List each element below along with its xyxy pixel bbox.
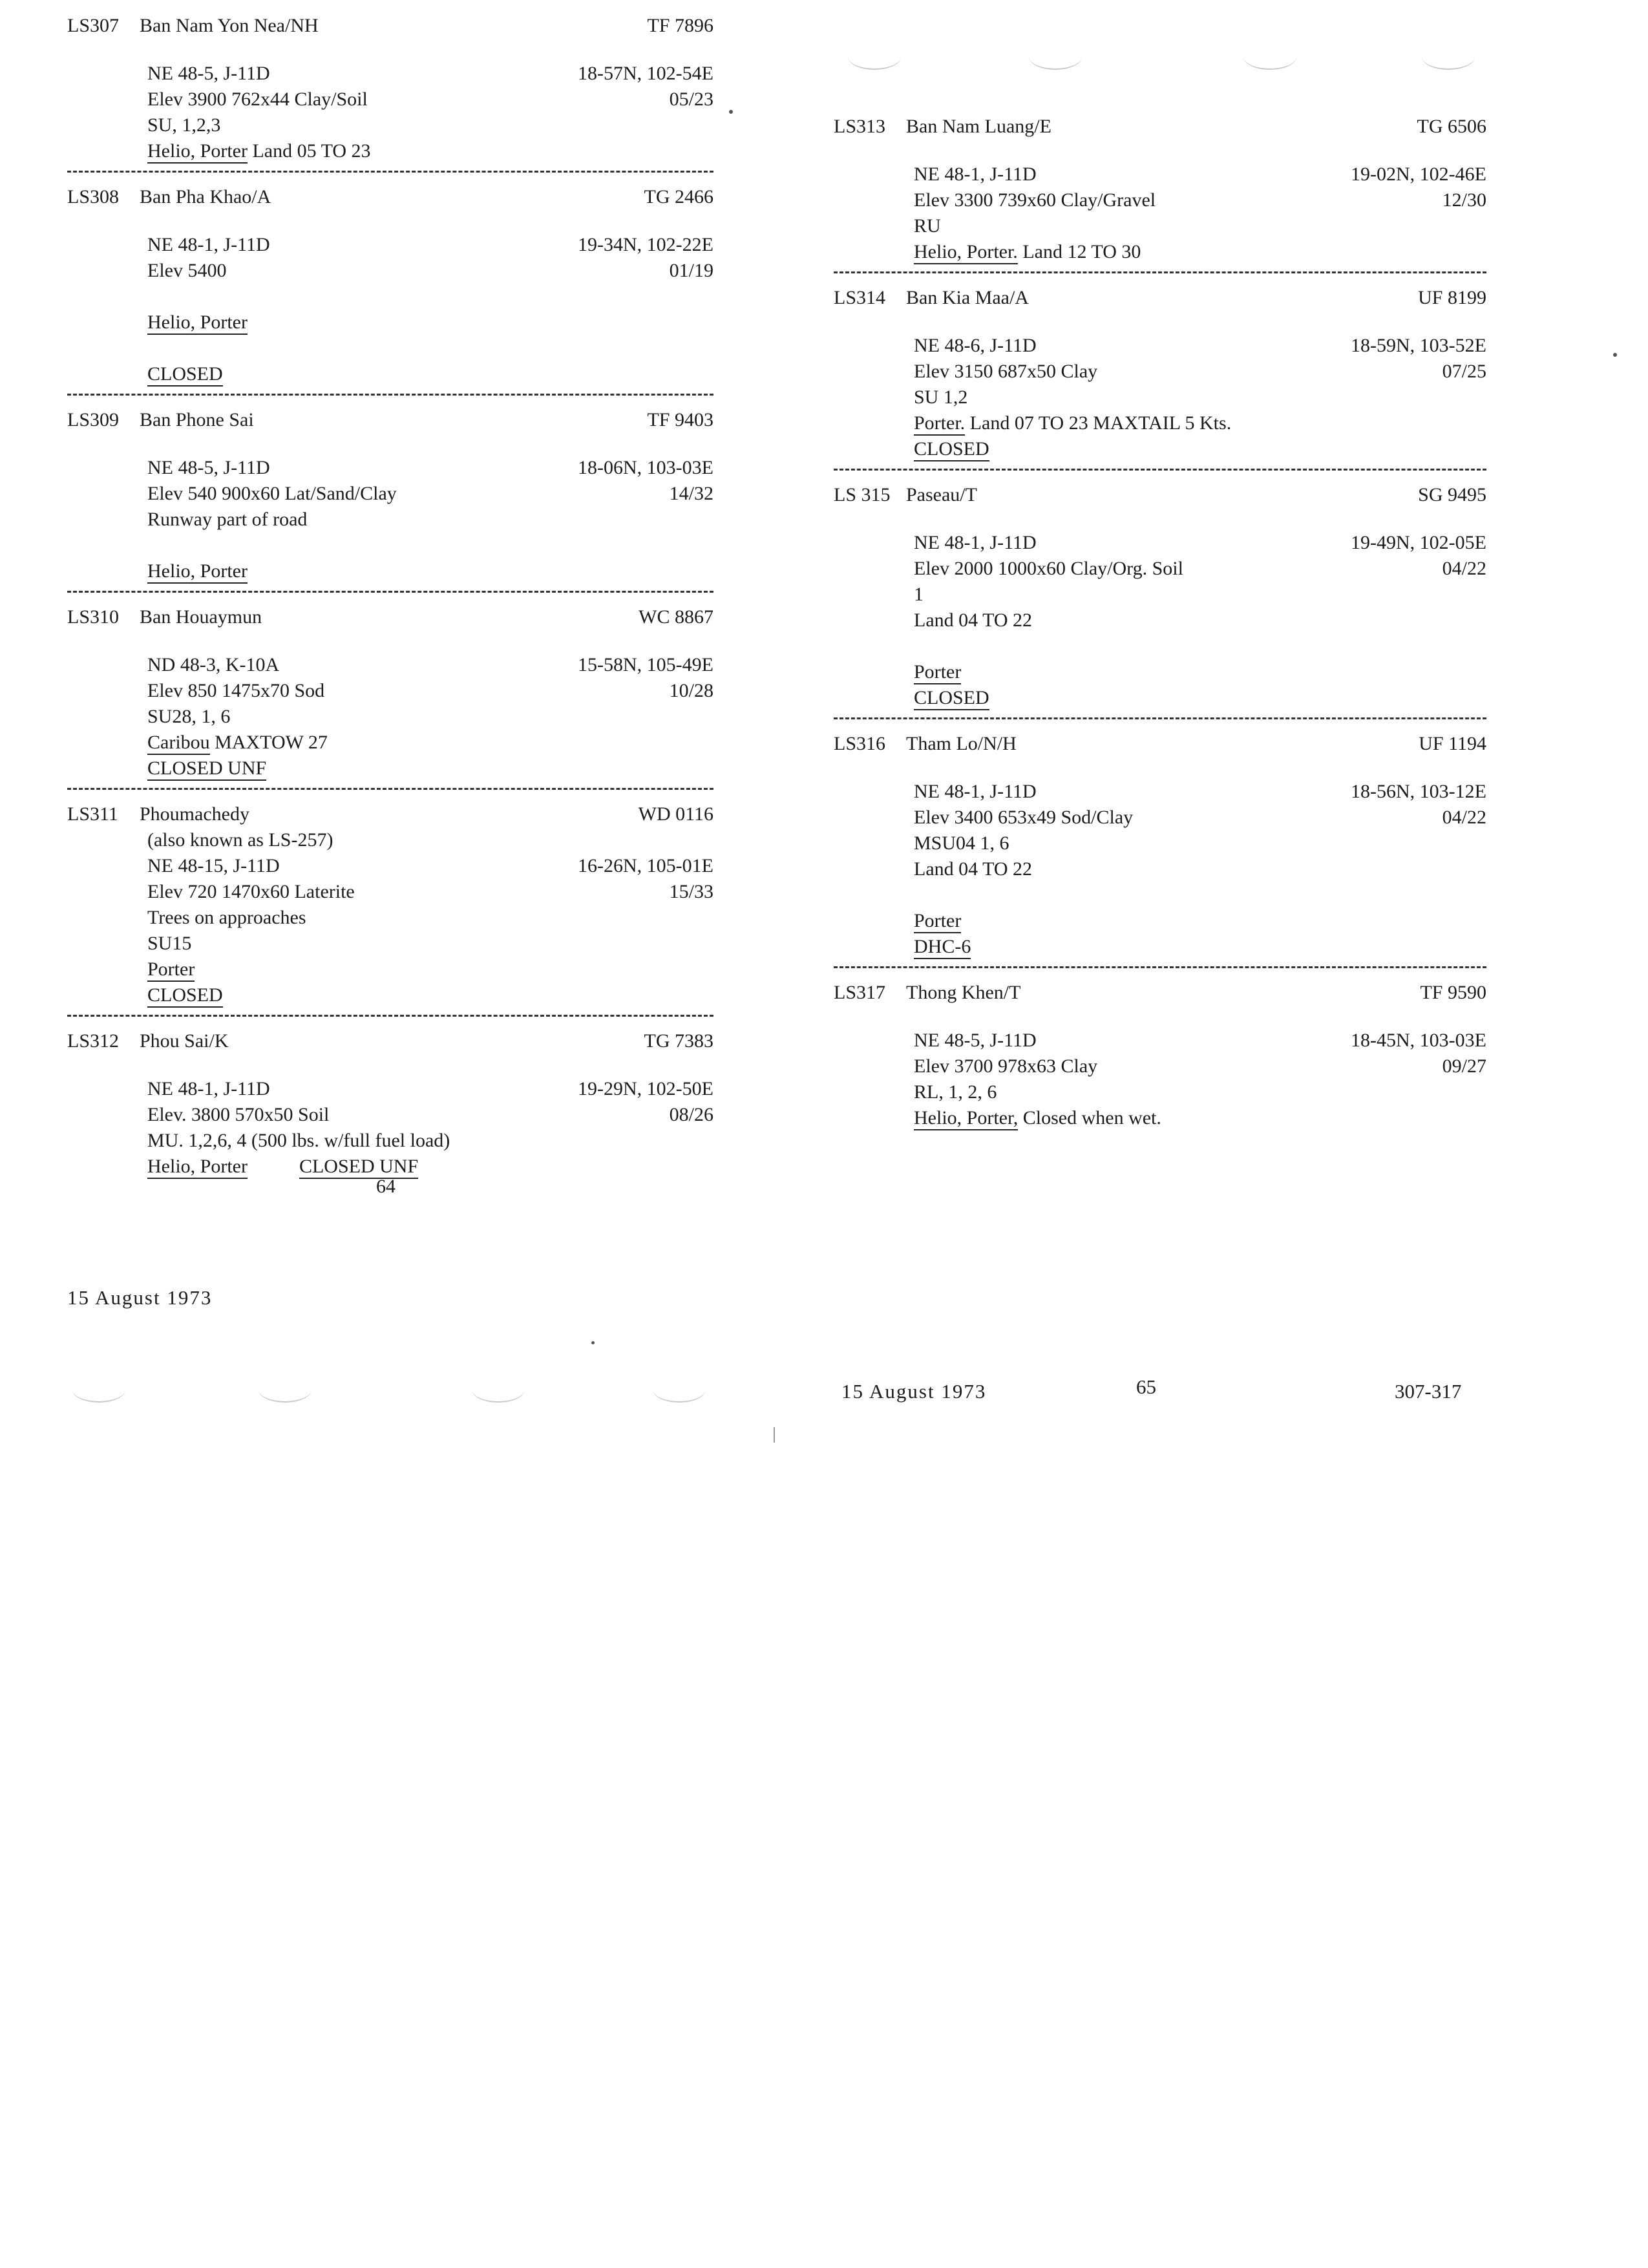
entry-separator bbox=[834, 469, 1486, 471]
entry-details bbox=[834, 530, 1486, 711]
detail-line bbox=[914, 659, 1486, 685]
detail-line bbox=[914, 934, 1486, 960]
airstrip-entry bbox=[67, 184, 713, 396]
detail-text: Elev 3300 739x60 Clay/Gravel bbox=[914, 189, 1156, 211]
detail-line bbox=[147, 558, 713, 584]
detail-line bbox=[147, 756, 713, 781]
detail-line bbox=[914, 582, 1486, 608]
status-note: CLOSED UNF bbox=[299, 1156, 418, 1179]
detail-line bbox=[147, 87, 713, 112]
detail-text: Elev 3700 978x63 Clay bbox=[914, 1055, 1098, 1077]
site-id: LS311 bbox=[67, 803, 118, 825]
detail-text: CLOSED UNF bbox=[147, 758, 266, 781]
detail-line bbox=[914, 831, 1486, 856]
detail-line bbox=[147, 284, 713, 310]
detail-line bbox=[147, 232, 713, 258]
detail-text: Elev 540 900x60 Lat/Sand/Clay bbox=[147, 483, 397, 504]
right-page-number: 65 bbox=[1136, 1375, 1156, 1398]
detail-line bbox=[914, 530, 1486, 556]
entry-separator bbox=[67, 171, 713, 173]
detail-text: CLOSED bbox=[147, 363, 223, 387]
entry-separator bbox=[67, 591, 713, 593]
coordinate-or-runway: 09/27 bbox=[1442, 1055, 1486, 1077]
detail-text: Elev 3400 653x49 Sod/Clay bbox=[914, 807, 1134, 828]
left-page-date: 15 August 1973 bbox=[67, 1286, 213, 1309]
detail-text: CLOSED bbox=[914, 687, 989, 710]
detail-text: Porter bbox=[147, 959, 195, 982]
coordinate-or-runway: 18-59N, 103-52E bbox=[1351, 335, 1486, 356]
site-id: LS307 bbox=[67, 15, 120, 36]
detail-line bbox=[914, 213, 1486, 239]
detail-text: Land 04 TO 22 bbox=[914, 609, 1033, 631]
detail-line bbox=[914, 187, 1486, 213]
coordinate-or-runway: 18-56N, 103-12E bbox=[1351, 781, 1486, 802]
detail-line bbox=[914, 608, 1486, 633]
detail-text: NE 48-15, J-11D bbox=[147, 855, 280, 876]
detail-text: NE 48-1, J-11D bbox=[914, 532, 1037, 553]
detail-text: NE 48-5, J-11D bbox=[147, 457, 270, 478]
detail-line bbox=[914, 556, 1486, 582]
entry-details bbox=[67, 455, 713, 584]
detail-text: ND 48-3, K-10A bbox=[147, 654, 280, 675]
detail-text: Helio, Porter bbox=[147, 560, 248, 584]
detail-line bbox=[147, 455, 713, 481]
entry-header bbox=[834, 285, 1486, 311]
entry-header bbox=[834, 980, 1486, 1006]
detail-text: Elev. 3800 570x50 Soil bbox=[147, 1104, 330, 1125]
detail-text: NE 48-5, J-11D bbox=[914, 1030, 1037, 1051]
detail-line bbox=[147, 1076, 713, 1102]
coordinate-or-runway: 01/19 bbox=[669, 260, 713, 281]
coordinate-or-runway: 19-29N, 102-50E bbox=[578, 1078, 713, 1099]
detail-line bbox=[147, 61, 713, 87]
site-name: Ban Houaymun bbox=[140, 606, 262, 628]
airstrip-entry bbox=[834, 731, 1486, 968]
entry-details bbox=[67, 652, 713, 781]
entry-header bbox=[834, 482, 1486, 508]
site-name: Phoumachedy bbox=[140, 803, 249, 825]
grid-reference: WC 8867 bbox=[639, 606, 713, 628]
detail-text: SU15 bbox=[147, 933, 192, 954]
site-name: Paseau/T bbox=[906, 484, 977, 505]
detail-line bbox=[147, 310, 713, 335]
grid-reference: TG 6506 bbox=[1417, 116, 1486, 137]
entry-details bbox=[834, 1028, 1486, 1131]
coordinate-or-runway: 18-57N, 102-54E bbox=[578, 63, 713, 84]
detail-text: Elev 850 1475x70 Sod bbox=[147, 680, 325, 701]
detail-line bbox=[147, 258, 713, 284]
detail-text: SU 1,2 bbox=[914, 387, 968, 408]
detail-line bbox=[147, 827, 713, 853]
detail-line bbox=[914, 779, 1486, 805]
airstrip-entry bbox=[67, 13, 713, 173]
detail-line bbox=[147, 678, 713, 704]
detail-note: Closed when wet. bbox=[1018, 1107, 1161, 1129]
coordinate-or-runway: 08/26 bbox=[669, 1104, 713, 1125]
entry-details bbox=[67, 827, 713, 1008]
detail-text: NE 48-6, J-11D bbox=[914, 335, 1037, 356]
detail-line bbox=[914, 385, 1486, 410]
detail-text: NE 48-1, J-11D bbox=[914, 164, 1037, 185]
site-name: Phou Sai/K bbox=[140, 1030, 229, 1052]
detail-line bbox=[147, 361, 713, 387]
detail-text: SU, 1,2,3 bbox=[147, 114, 221, 136]
entry-details bbox=[67, 1076, 713, 1180]
detail-line bbox=[147, 905, 713, 931]
detail-text: Helio, Porter bbox=[147, 312, 248, 335]
detail-line bbox=[914, 359, 1486, 385]
detail-line bbox=[147, 879, 713, 905]
entry-header bbox=[67, 13, 713, 39]
airstrip-entry bbox=[67, 1028, 713, 1180]
grid-reference: SG 9495 bbox=[1418, 484, 1486, 505]
detail-line bbox=[914, 162, 1486, 187]
grid-reference: TF 9403 bbox=[647, 409, 713, 430]
detail-text: CLOSED bbox=[914, 438, 989, 461]
detail-line bbox=[147, 652, 713, 678]
center-tick bbox=[774, 1427, 775, 1443]
entry-header bbox=[67, 801, 713, 827]
entry-details bbox=[834, 333, 1486, 462]
airstrip-entry bbox=[67, 801, 713, 1017]
coordinate-or-runway: 18-06N, 103-03E bbox=[578, 457, 713, 478]
site-id: LS310 bbox=[67, 606, 120, 628]
detail-line bbox=[914, 882, 1486, 908]
entry-separator bbox=[67, 1015, 713, 1017]
coordinate-or-runway: 19-34N, 102-22E bbox=[578, 234, 713, 255]
detail-line bbox=[147, 481, 713, 507]
detail-text: MU. 1,2,6, 4 (500 lbs. w/full fuel load) bbox=[147, 1130, 450, 1151]
detail-text: Runway part of road bbox=[147, 509, 308, 530]
coordinate-or-runway: 15/33 bbox=[669, 881, 713, 902]
grid-reference: TF 7896 bbox=[647, 15, 713, 36]
entry-details bbox=[834, 779, 1486, 960]
right-page bbox=[834, 114, 1486, 1131]
entry-separator bbox=[67, 788, 713, 790]
coordinate-or-runway: 05/23 bbox=[669, 89, 713, 110]
site-id: LS314 bbox=[834, 287, 886, 308]
airstrip-entry bbox=[834, 285, 1486, 471]
grid-reference: TF 9590 bbox=[1420, 982, 1486, 1003]
detail-line bbox=[147, 957, 713, 982]
site-id: LS 315 bbox=[834, 484, 891, 505]
detail-text: NE 48-1, J-11D bbox=[147, 1078, 270, 1099]
site-name: Ban Kia Maa/A bbox=[906, 287, 1029, 308]
grid-reference: UF 8199 bbox=[1418, 287, 1486, 308]
detail-line bbox=[147, 730, 713, 756]
detail-line bbox=[914, 805, 1486, 831]
detail-line bbox=[914, 1079, 1486, 1105]
airstrip-entry bbox=[834, 114, 1486, 273]
detail-note: Land 07 TO 23 MAXTAIL 5 Kts. bbox=[965, 412, 1232, 434]
detail-line bbox=[147, 704, 713, 730]
detail-text: Land 04 TO 22 bbox=[914, 858, 1033, 880]
detail-text: SU28, 1, 6 bbox=[147, 706, 231, 727]
detail-text: NE 48-1, J-11D bbox=[147, 234, 270, 255]
detail-text: DHC-6 bbox=[914, 936, 971, 959]
site-id: LS313 bbox=[834, 116, 886, 137]
site-name: Ban Nam Luang/E bbox=[906, 116, 1051, 137]
detail-line bbox=[914, 633, 1486, 659]
site-id: LS309 bbox=[67, 409, 120, 430]
site-id: LS316 bbox=[834, 733, 886, 754]
site-id: LS312 bbox=[67, 1030, 120, 1052]
detail-text: Helio, Porter, bbox=[914, 1107, 1018, 1130]
detail-line bbox=[914, 436, 1486, 462]
entry-separator bbox=[834, 717, 1486, 719]
grid-reference: WD 0116 bbox=[638, 803, 713, 825]
detail-line bbox=[147, 1102, 713, 1128]
detail-line bbox=[914, 239, 1486, 265]
detail-text: Elev 3150 687x50 Clay bbox=[914, 361, 1098, 382]
site-name: Ban Pha Khao/A bbox=[140, 186, 271, 207]
detail-text: CLOSED bbox=[147, 984, 223, 1008]
site-id: LS317 bbox=[834, 982, 886, 1003]
detail-line bbox=[914, 333, 1486, 359]
detail-text: Porter. bbox=[914, 412, 965, 436]
detail-line bbox=[147, 335, 713, 361]
detail-line bbox=[147, 507, 713, 533]
detail-line bbox=[147, 112, 713, 138]
detail-line bbox=[914, 1028, 1486, 1054]
coordinate-or-runway: 19-02N, 102-46E bbox=[1351, 164, 1486, 185]
coordinate-or-runway: 12/30 bbox=[1442, 189, 1486, 211]
entry-separator bbox=[67, 394, 713, 396]
detail-text: Caribou bbox=[147, 732, 210, 755]
detail-note: Land 12 TO 30 bbox=[1017, 241, 1141, 262]
site-name: Ban Nam Yon Nea/NH bbox=[140, 15, 319, 36]
detail-text: Porter bbox=[914, 661, 961, 684]
entry-details bbox=[67, 232, 713, 387]
entry-details bbox=[834, 162, 1486, 265]
entry-header bbox=[67, 1028, 713, 1054]
detail-text: MSU04 1, 6 bbox=[914, 832, 1009, 854]
stray-mark bbox=[591, 1341, 595, 1344]
coordinate-or-runway: 14/32 bbox=[669, 483, 713, 504]
entry-header bbox=[67, 184, 713, 210]
entry-header bbox=[834, 114, 1486, 140]
grid-reference: TG 7383 bbox=[644, 1030, 713, 1052]
site-name: Ban Phone Sai bbox=[140, 409, 254, 430]
coordinate-or-runway: 16-26N, 105-01E bbox=[578, 855, 713, 876]
detail-line bbox=[914, 908, 1486, 934]
detail-text: (also known as LS-257) bbox=[147, 829, 333, 851]
detail-text: Helio, Porter. bbox=[914, 241, 1018, 264]
detail-text: Helio, Porter bbox=[147, 1156, 248, 1179]
detail-note: MAXTOW 27 bbox=[209, 732, 328, 753]
entry-header bbox=[67, 604, 713, 630]
grid-reference: UF 1194 bbox=[1419, 733, 1486, 754]
entry-separator bbox=[834, 271, 1486, 273]
airstrip-entry bbox=[67, 407, 713, 593]
coordinate-or-runway: 07/25 bbox=[1442, 361, 1486, 382]
detail-line bbox=[914, 1105, 1486, 1131]
coordinate-or-runway: 19-49N, 102-05E bbox=[1351, 532, 1486, 553]
detail-text: Helio, Porter bbox=[147, 140, 248, 164]
grid-reference: TG 2466 bbox=[644, 186, 713, 207]
left-page-number: 64 bbox=[376, 1176, 396, 1197]
detail-line bbox=[914, 1054, 1486, 1079]
entry-separator bbox=[834, 966, 1486, 968]
detail-text: RU bbox=[914, 215, 941, 237]
detail-line bbox=[914, 410, 1486, 436]
detail-note: Land 05 TO 23 bbox=[247, 140, 371, 162]
detail-line bbox=[914, 856, 1486, 882]
coordinate-or-runway: 10/28 bbox=[669, 680, 713, 701]
coordinate-or-runway: 04/22 bbox=[1442, 807, 1486, 828]
coordinate-or-runway: 04/22 bbox=[1442, 558, 1486, 579]
detail-text: Elev 5400 bbox=[147, 260, 227, 281]
airstrip-entry bbox=[67, 604, 713, 790]
detail-line bbox=[147, 982, 713, 1008]
site-id: LS308 bbox=[67, 186, 120, 207]
detail-line bbox=[914, 685, 1486, 711]
entry-details bbox=[67, 61, 713, 164]
detail-text: Porter bbox=[914, 910, 961, 933]
detail-text: Elev 2000 1000x60 Clay/Org. Soil bbox=[914, 558, 1183, 579]
detail-text: Elev 3900 762x44 Clay/Soil bbox=[147, 89, 368, 110]
coordinate-or-runway: 15-58N, 105-49E bbox=[578, 654, 713, 675]
detail-text: Elev 720 1470x60 Laterite bbox=[147, 881, 355, 902]
detail-line bbox=[147, 853, 713, 879]
airstrip-entry bbox=[834, 482, 1486, 719]
entry-header bbox=[834, 731, 1486, 757]
entry-header bbox=[67, 407, 713, 433]
detail-line bbox=[147, 533, 713, 558]
airstrip-entry bbox=[834, 980, 1486, 1131]
detail-line bbox=[147, 138, 713, 164]
detail-text: NE 48-1, J-11D bbox=[914, 781, 1037, 802]
right-page-date: 15 August 1973 bbox=[841, 1380, 987, 1403]
detail-line bbox=[147, 931, 713, 957]
left-page bbox=[67, 13, 713, 1198]
detail-text: RL, 1, 2, 6 bbox=[914, 1081, 997, 1103]
stray-mark bbox=[1613, 353, 1617, 357]
site-name: Thong Khen/T bbox=[906, 982, 1021, 1003]
coordinate-or-runway: 18-45N, 103-03E bbox=[1351, 1030, 1486, 1051]
detail-text: Trees on approaches bbox=[147, 907, 306, 928]
detail-line bbox=[147, 1128, 713, 1154]
stray-mark bbox=[729, 110, 733, 114]
detail-text: NE 48-5, J-11D bbox=[147, 63, 270, 84]
detail-text: 1 bbox=[914, 584, 924, 605]
right-page-range: 307-317 bbox=[1395, 1380, 1462, 1403]
site-name: Tham Lo/N/H bbox=[906, 733, 1017, 754]
